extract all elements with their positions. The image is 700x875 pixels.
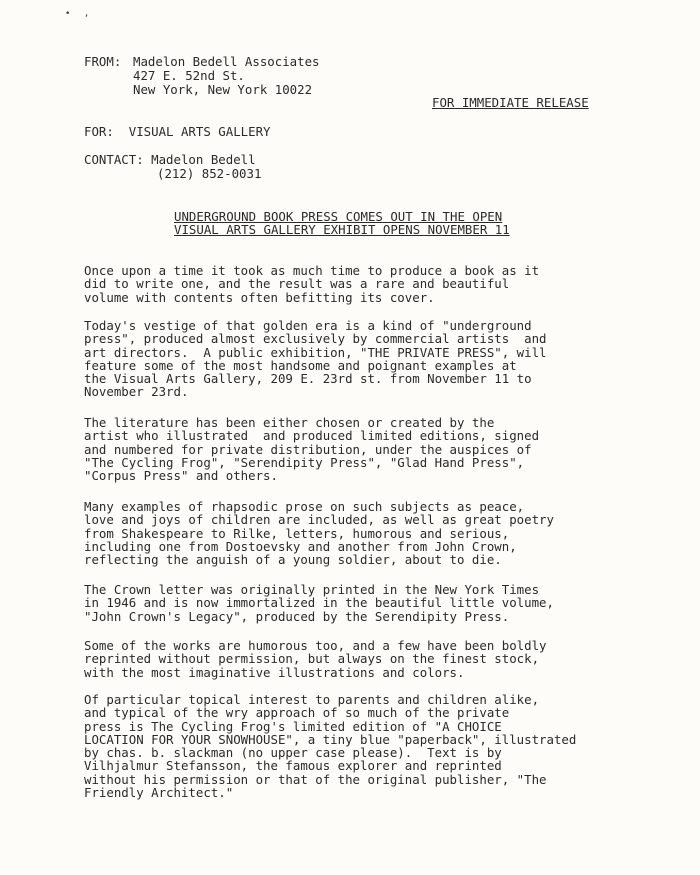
paragraph-5 — [84, 583, 644, 623]
paragraph-line: LOCATION FOR YOUR SNOWHOUSE", a tiny blue "paperback", illustrated — [84, 731, 577, 747]
paragraph-line: Friendly Architect." — [84, 785, 234, 801]
paragraph-line: without his permission or that of the original publisher, "The — [84, 771, 547, 787]
paragraph-line: Once upon a time it took as much time to produce a book as it — [84, 263, 540, 278]
paragraph-line: "Corpus Press" and others. — [84, 468, 278, 484]
paragraph-line: the Visual Arts Gallery, 209 E. 23rd st. from November 11 to — [84, 371, 532, 387]
headline-line1: UNDERGROUND BOOK PRESS COMES OUT IN THE OPEN — [174, 209, 503, 224]
paragraph-line: including one from Dostoevsky and another from John Crown, — [84, 538, 517, 554]
paragraph-line: Today's vestige of that golden era is a kind of "underground — [84, 318, 532, 333]
paragraph-line: The Crown letter was originally printed in the New York Times — [84, 582, 540, 597]
paragraph-line: reprinted without permission, but always on the finest stock, — [84, 651, 540, 667]
paper-speck: • , — [65, 9, 94, 19]
paragraph-line: November 23rd. — [84, 384, 189, 400]
paragraph-6 — [84, 639, 644, 679]
paragraph-line: volume with contents often befitting its cover. — [84, 289, 435, 305]
paragraph-line: and typical of the wry approach of so much of the private — [84, 705, 510, 721]
paragraph-line: Of particular topical interest to parents and children alike, — [84, 692, 540, 707]
paragraph-line: art directors. A public exhibition, "THE PRIVATE PRESS", will — [84, 344, 547, 360]
paragraph-4 — [84, 500, 644, 566]
paragraph-line: reflecting the anguish of a young soldier, about to die. — [84, 552, 502, 568]
from-label: FROM: — [84, 54, 122, 69]
paragraph-line: love and joys of children are included, as well as great poetry — [84, 512, 554, 528]
paragraph-line: and numbered for private distribution, under the auspices of — [84, 441, 532, 457]
paragraph-line: "The Cycling Frog", "Serendipity Press", "Glad Hand Press", — [84, 454, 525, 470]
for-line: FOR: VISUAL ARTS GALLERY — [84, 124, 271, 139]
contact-line: CONTACT: Madelon Bedell — [84, 152, 256, 167]
release-notice: FOR IMMEDIATE RELEASE — [432, 95, 589, 110]
paragraph-line: Many examples of rhapsodic prose on such subjects as peace, — [84, 499, 525, 514]
from-name: Madelon Bedell Associates — [133, 54, 320, 69]
paragraph-line: Vilhjalmur Stefansson, the famous explorer and reprinted — [84, 758, 502, 774]
from-address-line1: 427 E. 52nd St. — [133, 68, 245, 83]
paragraph-line: by chas. b. slackman (no upper case please). Text is by — [84, 745, 502, 761]
paragraph-line: press", produced almost exclusively by commercial artists and — [84, 331, 547, 347]
paragraph-line: "John Crown's Legacy", produced by the Serendipity Press. — [84, 608, 510, 624]
paragraph-line: artist who illustrated and produced limited editions, signed — [84, 428, 540, 444]
from-address-line2: New York, New York 10022 — [133, 82, 313, 97]
paragraph-line: did to write one, and the result was a rare and beautiful — [84, 276, 510, 292]
paragraph-line: with the most imaginative illustrations and colors. — [84, 664, 465, 680]
paragraph-line: in 1946 and is now immortalized in the beautiful little volume, — [84, 595, 554, 611]
paragraph-line: press is The Cycling Frog's limited edition of "A CHOICE — [84, 718, 502, 734]
paragraph-line: from Shakespeare to Rilke, letters, humorous and serious, — [84, 525, 510, 541]
paragraph-2 — [84, 319, 644, 399]
paragraph-1 — [84, 264, 644, 304]
contact-phone: (212) 852-0031 — [157, 166, 262, 181]
headline-line2: VISUAL ARTS GALLERY EXHIBIT OPENS NOVEMBER 11 — [174, 222, 510, 237]
paragraph-3 — [84, 416, 644, 482]
paragraph-line: The literature has been either chosen or created by the — [84, 415, 495, 430]
paragraph-line: feature some of the most handsome and poignant examples at — [84, 357, 517, 373]
paragraph-7 — [84, 693, 644, 799]
paragraph-line: Some of the works are humorous too, and a few have been boldly — [84, 638, 547, 653]
